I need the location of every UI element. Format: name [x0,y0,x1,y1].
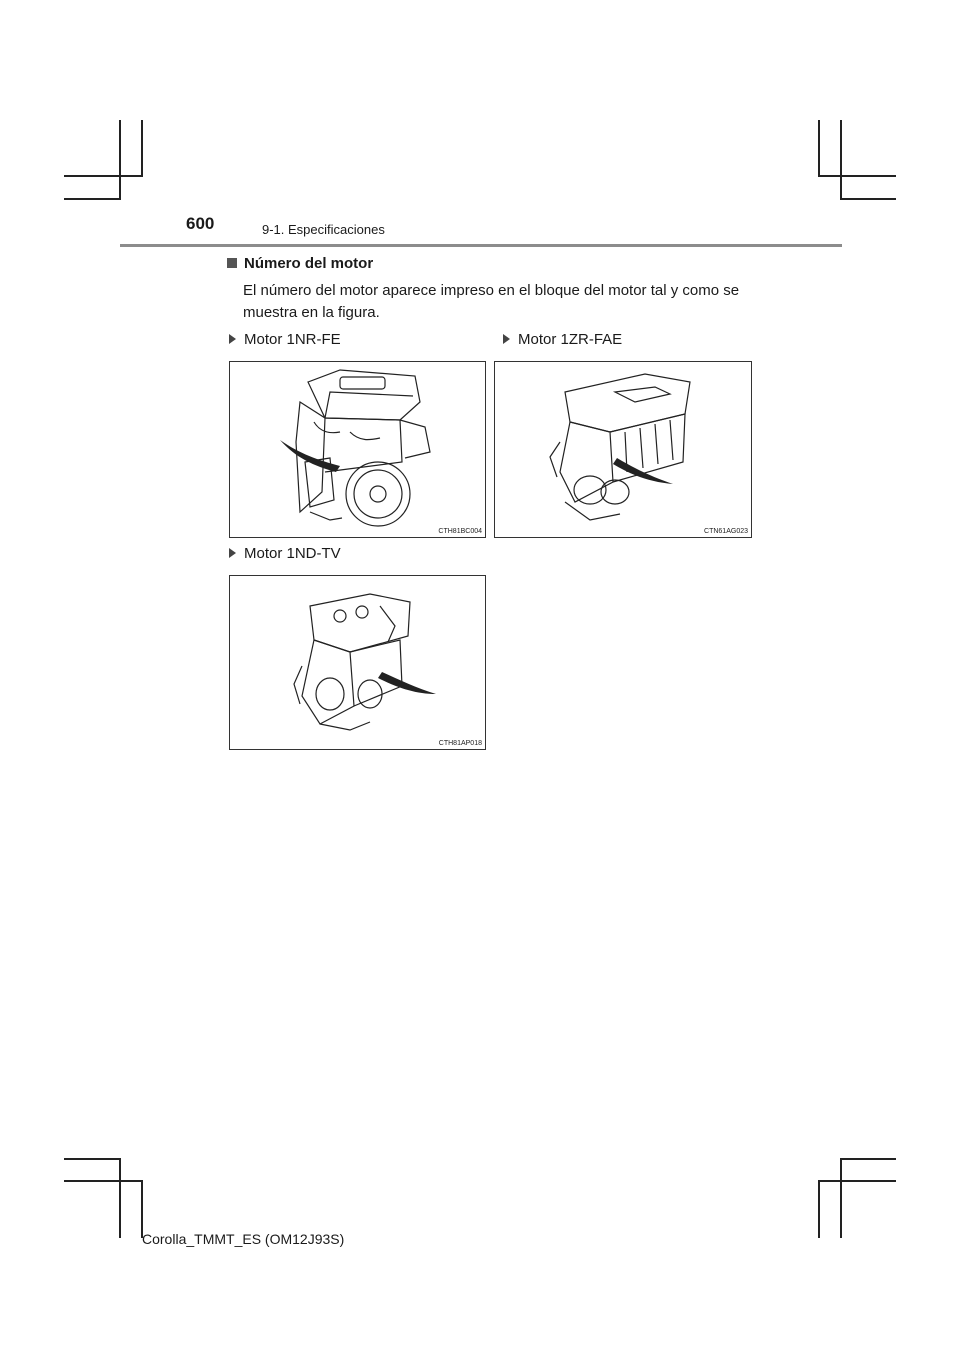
engine-illustration [230,362,485,537]
header-rule [120,244,842,247]
crop-mark [64,198,121,200]
engine-illustration [230,576,485,749]
triangle-bullet-icon [503,334,510,344]
arrow-icon [280,440,340,472]
crop-mark [64,1180,143,1182]
triangle-bullet-icon [229,334,236,344]
square-bullet-icon [227,258,237,268]
body-paragraph: El número del motor aparece impreso en el bloque del motor tal y como se muestra en la figura. [243,282,740,321]
crop-mark [840,1158,896,1160]
engine-label: Motor 1ND-TV [229,545,341,562]
crop-mark [840,120,842,200]
crop-mark [818,1180,820,1238]
crop-mark [818,1180,896,1182]
heading-text: Número del motor [244,255,374,272]
crop-mark [64,175,143,177]
crop-mark [119,120,121,200]
figure-code: CTH81BC004 [438,528,482,535]
crop-mark [119,1158,121,1238]
crop-mark [840,1158,842,1238]
engine-label: Motor 1NR-FE [229,331,341,348]
footer-text: Corolla_TMMT_ES (OM12J93S) [142,1231,345,1247]
crop-mark [64,1158,121,1160]
crop-mark [141,120,143,175]
section-title: 9-1. Especificaciones [262,222,385,237]
triangle-bullet-icon [229,548,236,558]
engine-figure [229,361,486,538]
page-number: 600 [186,214,215,233]
crop-mark [818,120,820,175]
engine-figure [494,361,752,538]
engine-figure [229,575,486,750]
engine-illustration [495,362,751,537]
crop-mark [840,198,896,200]
crop-mark [141,1180,143,1238]
section-heading [227,255,373,272]
figure-code: CTN61AG023 [704,528,748,535]
figure-code: CTH81AP018 [438,740,482,747]
arrow-icon [378,672,436,694]
engine-label: Motor 1ZR-FAE [503,331,622,348]
crop-mark [818,175,896,177]
